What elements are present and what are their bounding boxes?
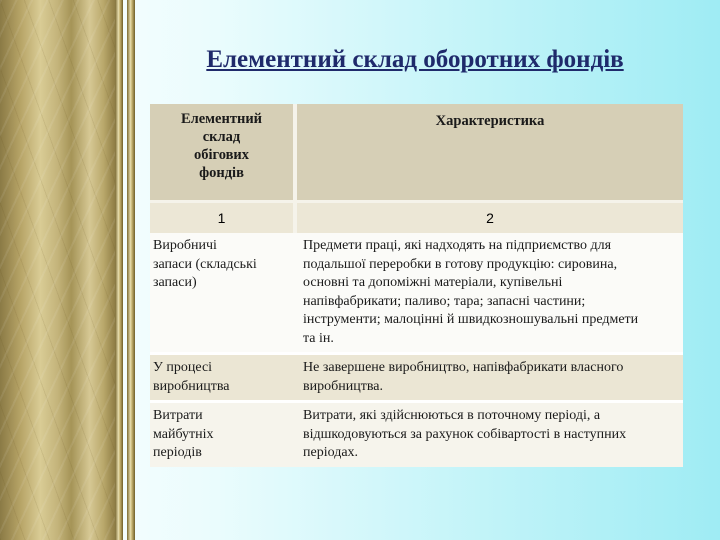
cell-line: періодах. <box>303 445 359 460</box>
slide-title: Елементний склад оборотних фондів <box>206 46 624 73</box>
cell-line: майбутніх <box>153 426 214 442</box>
cell-line: запаси (складські <box>153 256 257 272</box>
marble-border <box>0 0 115 540</box>
row-element-cell <box>150 352 297 400</box>
row-description-cell <box>297 400 683 467</box>
cell-line: виробництва <box>153 378 230 394</box>
cell-line: Витрати <box>153 408 203 423</box>
header-line: Елементний <box>180 111 263 127</box>
row-description-cell <box>297 233 683 352</box>
cell-line: основні та допоміжні матеріали, купівельні <box>303 275 563 290</box>
column-number-2: 2 <box>297 200 683 233</box>
table-header-row <box>150 104 683 200</box>
header-line: обігових <box>193 147 250 163</box>
row-element-cell <box>150 400 297 467</box>
table-row <box>150 400 683 467</box>
table-row <box>150 352 683 400</box>
header-cell-characteristic: Характеристика <box>435 113 545 129</box>
header-line: фондів <box>199 165 244 181</box>
cell-line: Витрати, які здійснюються в поточному періоді, а <box>303 408 601 423</box>
composition-table <box>150 104 683 467</box>
cell-line: напівфабрикати; паливо; тара; запасні частини; <box>303 293 586 309</box>
header-cell-element <box>150 104 297 200</box>
cell-line: У процесі <box>153 360 213 375</box>
gold-stripe <box>115 0 123 540</box>
column-number-1: 1 <box>150 200 297 233</box>
cell-line: Не завершене виробництво, напівфабрикати власного <box>303 360 624 375</box>
gold-stripe <box>127 0 135 540</box>
header-line: склад <box>202 129 241 145</box>
cell-line: Виробничі <box>153 238 217 253</box>
row-element-cell <box>150 233 297 352</box>
cell-line: виробництва. <box>303 378 383 394</box>
cell-line: інструменти; малоцінні й швидкозношувальні предмети <box>303 312 639 327</box>
cell-line: відшкодовуються за рахунок собівартості в наступних <box>303 426 627 442</box>
cell-line: подальшої переробки в готову продукцію: сировина, <box>303 256 618 272</box>
column-number-row <box>150 200 683 233</box>
cell-line: та ін. <box>303 330 334 346</box>
table-row <box>150 233 683 352</box>
cell-line: періодів <box>153 445 202 460</box>
cell-line: Предмети праці, які надходять на підприємство для <box>303 238 612 253</box>
row-description-cell <box>297 352 683 400</box>
cell-line: запаси) <box>153 275 197 290</box>
